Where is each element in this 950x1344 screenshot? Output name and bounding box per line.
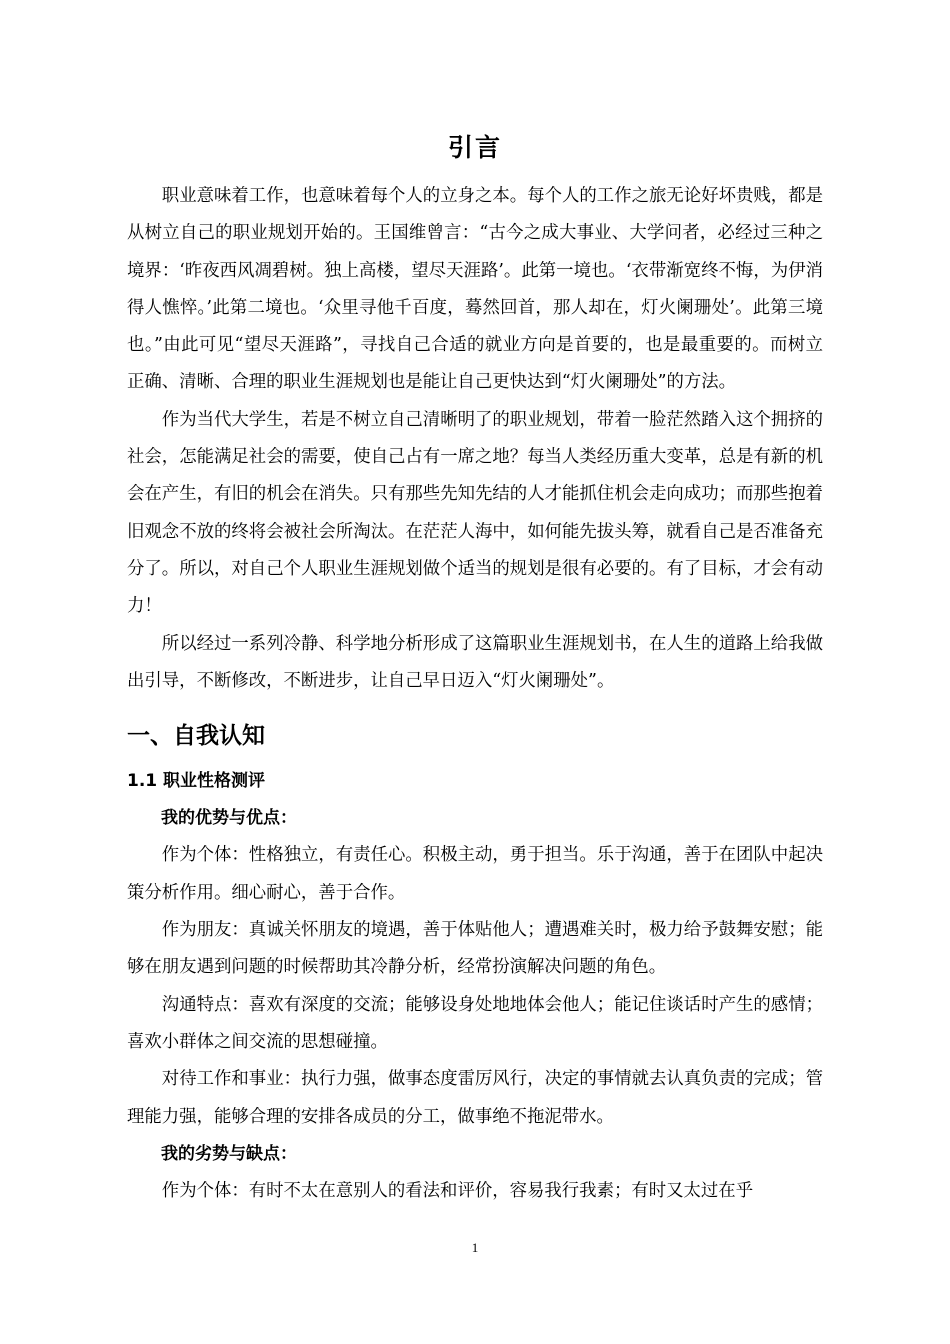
page-title: 引言	[447, 133, 502, 162]
intro-paragraph: 职业意味着工作，也意味着每个人的立身之本。每个人的工作之旅无论好坏贵贱，都是从树立自己的职业规划开始的。王国维曾言：“古今之成大事业、大学问者，必经过三种之境界：‘昨夜西风凋碧树。独上高楼，望尽天涯路’。此第一境也。‘衣带渐宽终不悔，为伊消得人憔悴。’此第二境也。‘众里寻他千百度，蓦然回首，那人却在，灯火阑珊处’。此第三境也。”由此可见“望尽天涯路”，寻找自己合适的就业方向是首要的，也是最重要的。而树立正确、清晰、合理的职业生涯规划也是能让自己更快达到“灯火阑珊处”的方法。	[127, 186, 823, 393]
strength-paragraph: 作为个体：性格独立，有责任心。积极主动，勇于担当。乐于沟通，善于在团队中起决策分析作用。细心耐心，善于合作。	[127, 845, 823, 903]
intro-paragraph: 所以经过一系列冷静、科学地分析形成了这篇职业生涯规划书，在人生的道路上给我做出引导，不断修改，不断进步，让自己早日迈入“灯火阑珊处”。	[127, 633, 823, 691]
section-heading: 一、自我认知	[127, 723, 265, 750]
weaknesses-heading: 我的劣势与缺点：	[161, 1143, 297, 1164]
page-content	[127, 128, 823, 1210]
page-number: 1	[471, 1240, 479, 1255]
subsection-heading: 1.1 职业性格测评	[127, 771, 266, 792]
strength-paragraph: 沟通特点：喜欢有深度的交流；能够设身处地地体会他人；能记住谈话时产生的感情；喜欢小群体之间交流的思想碰撞。	[127, 994, 823, 1052]
strengths-heading: 我的优势与优点：	[161, 808, 297, 829]
intro-paragraph: 作为当代大学生，若是不树立自己清晰明了的职业规划，带着一脸茫然踏入这个拥挤的社会，怎能满足社会的需要，使自己占有一席之地？每当人类经历重大变革，总是有新的机会在产生，有旧的机会在消失。只有那些先知先结的人才能抓住机会走向成功；而那些抱着旧观念不放的终将会被社会所淘汰。在茫茫人海中，如何能先拔头筹，就看自己是否准备充分了。所以，对自己个人职业生涯规划做个适当的规划是很有必要的。有了目标，才会有动力！	[127, 409, 823, 617]
weakness-paragraph: 作为个体：有时不太在意别人的看法和评价，容易我行我素；有时又太过在乎	[161, 1181, 754, 1202]
strength-paragraph: 作为朋友：真诚关怀朋友的境遇，善于体贴他人；遭遇难关时，极力给予鼓舞安慰；能够在朋友遇到问题的时候帮助其冷静分析，经常扮演解决问题的角色。	[127, 920, 823, 978]
strength-paragraph: 对待工作和事业：执行力强，做事态度雷厉风行，决定的事情就去认真负责的完成；管理能力强，能够合理的安排各成员的分工，做事绝不拖泥带水。	[127, 1069, 823, 1127]
